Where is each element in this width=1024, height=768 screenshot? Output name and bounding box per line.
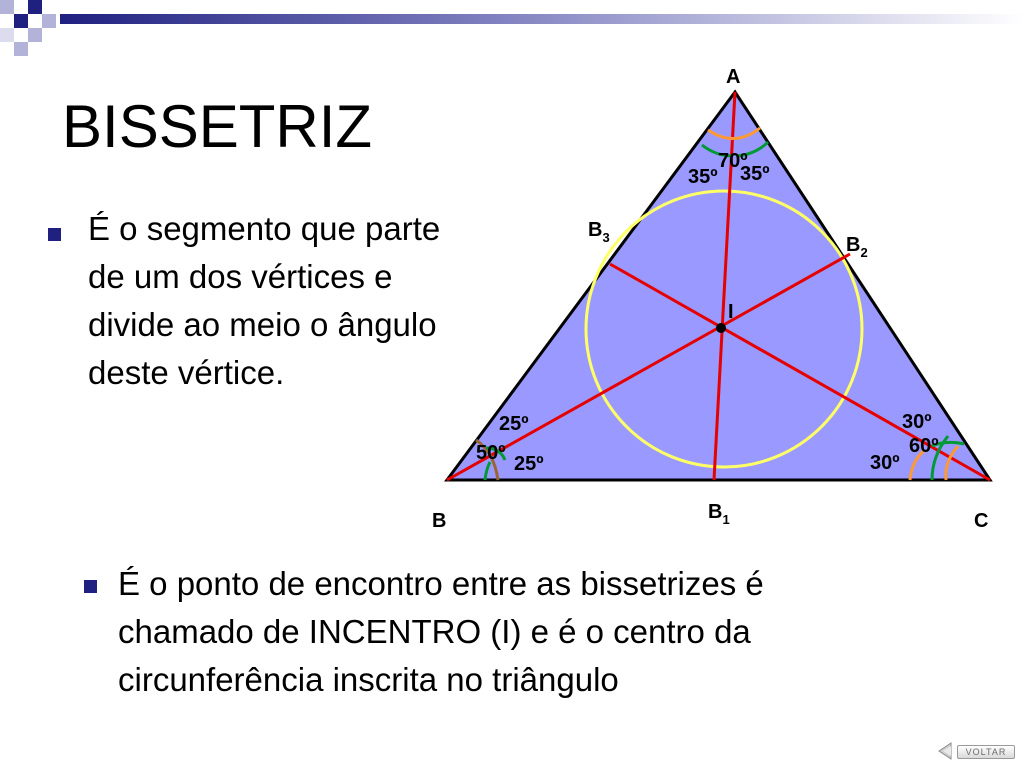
bullet-line: divide ao meio o ângulo [88, 306, 437, 343]
foot-label-b3: $B_3$ [588, 219, 610, 245]
bullet-line: circunferência inscrita no triângulo [118, 661, 619, 698]
foot-label-b2: $B_2$ [846, 234, 868, 260]
angle-label-c-bottom: 30º [870, 452, 900, 474]
angle-label-b-total: 50º [476, 442, 506, 464]
angle-label-b-bottom: 25º [514, 453, 544, 475]
angle-label-a-total: 70º [718, 150, 748, 172]
vertex-label-b: B [432, 510, 447, 532]
bullet-line: É o segmento que parte [88, 210, 441, 247]
vertex-label-c: C [974, 510, 989, 532]
bullet-line: deste vértice. [88, 354, 285, 391]
vertex-label-a: A [726, 66, 741, 88]
angle-label-c-top: 30º [902, 411, 932, 433]
bullet-line: de um dos vértices e [88, 258, 393, 295]
angle-label-c-total: 60º [909, 435, 939, 457]
slide-title: BISSETRIZ [62, 93, 373, 160]
angle-label-a-left: 35º [688, 166, 718, 188]
bullet-line: chamado de INCENTRO (I) e é o centro da [118, 613, 751, 650]
incenter-point [716, 323, 726, 333]
foot-label-b1: $B_1$ [708, 501, 730, 527]
angle-label-b-top: 25º [499, 413, 529, 435]
angle-label-a-right: 35º [740, 163, 770, 185]
incenter-label: I [728, 301, 734, 323]
back-button-label: VOLTAR [957, 745, 1015, 759]
back-arrow-icon [937, 742, 959, 760]
bullet-line: É o ponto de encontro entre as bissetrizes é [118, 565, 764, 602]
back-button[interactable] [933, 741, 1017, 761]
